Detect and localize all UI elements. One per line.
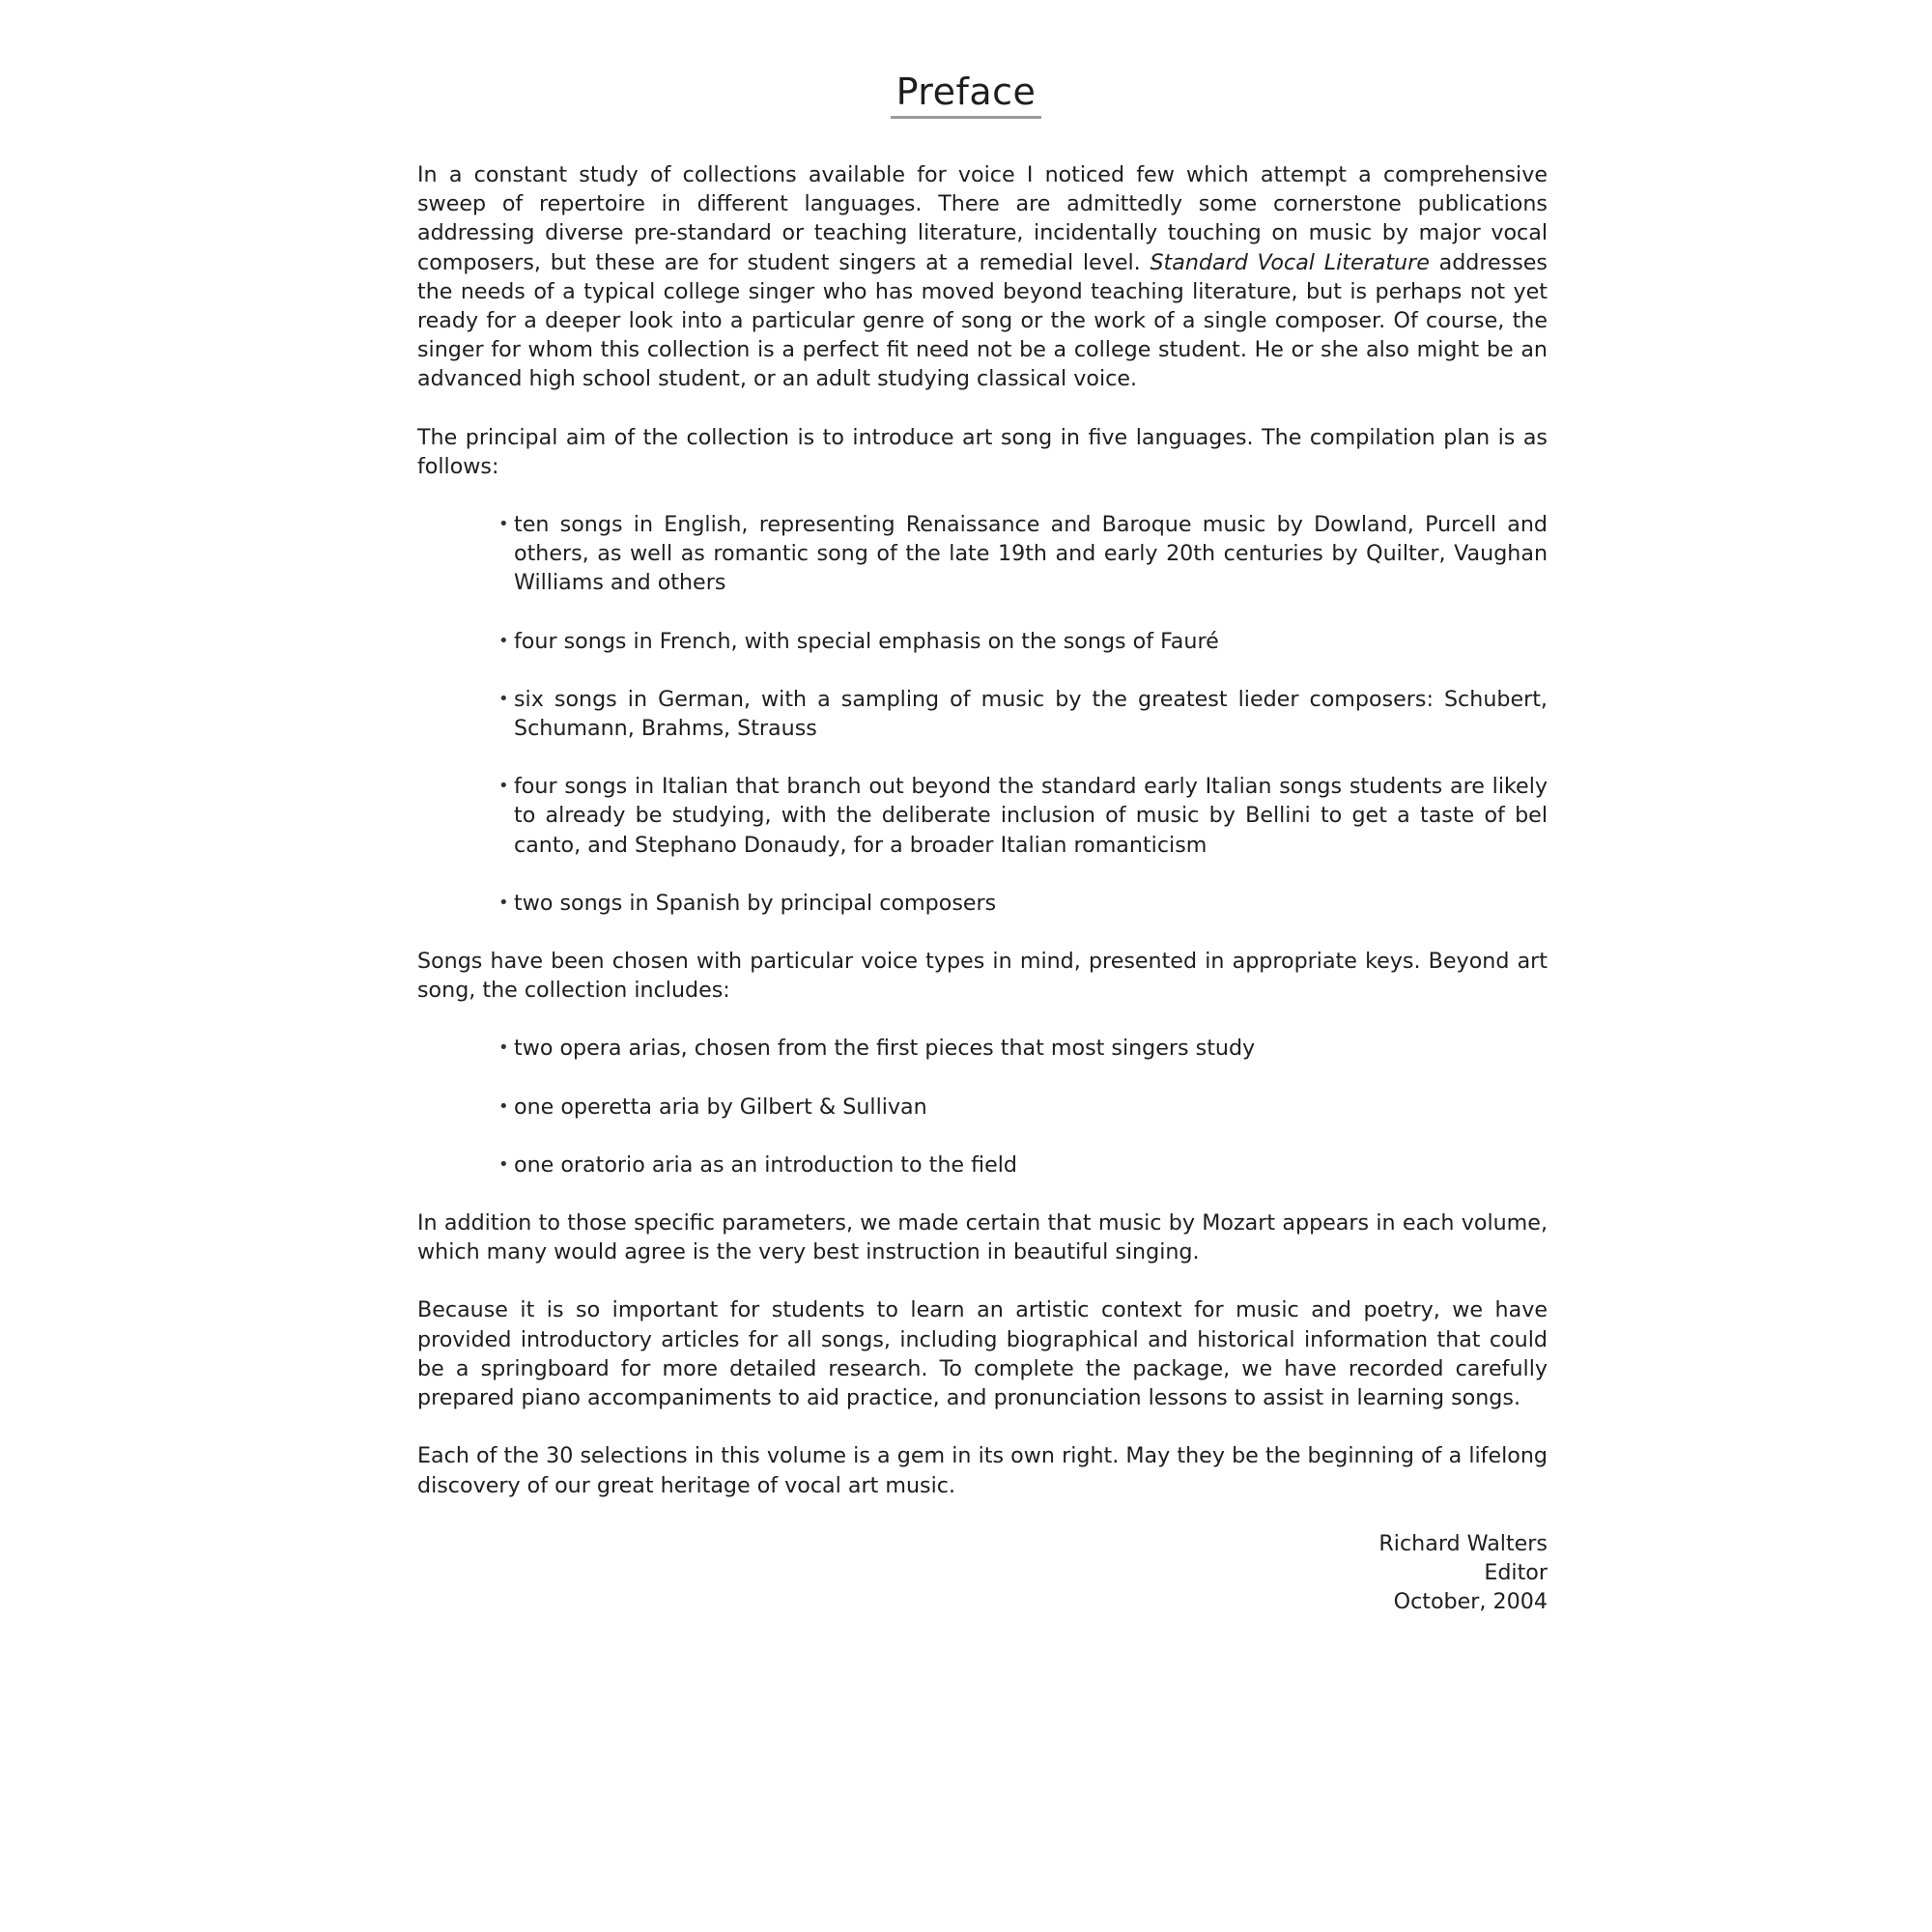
signature-date: October, 2004: [1393, 1589, 1548, 1615]
list-item-text: ten songs in English, representing Renaissance and Baroque music by Dowland, Purcell and others, as well as romantic song of the late 19th and early 20th centuries by Quilter, Vaughan Williams and others: [514, 512, 1548, 596]
list-item: [498, 1151, 1548, 1179]
paragraph-voice-types: Songs have been chosen with particular voice types in mind, presented in appropriate keys. Beyond art song, the collection includes:: [417, 949, 1548, 1004]
bullet-icon: •: [498, 892, 509, 913]
bullet-icon: •: [498, 514, 509, 535]
paragraph-mozart: In addition to those specific parameters, we made certain that music by Mozart appears in each volume, which many would agree is the very best instruction in beautiful singing.: [417, 1210, 1548, 1265]
page-title-wrapper: [0, 73, 1932, 119]
paragraph-principal-aim: The principal aim of the collection is to introduce art song in five languages. The compilation plan is as follows:: [417, 424, 1548, 479]
list-item-text: two songs in Spanish by principal composers: [514, 890, 997, 916]
list-item-text: one operetta aria by Gilbert & Sullivan: [514, 1094, 927, 1120]
bullet-icon: •: [498, 776, 509, 797]
list-item: [498, 772, 1548, 860]
bullet-icon: •: [498, 1153, 509, 1175]
signature-block: [417, 1529, 1548, 1617]
paragraph-intro: [417, 160, 1548, 394]
paragraph-intro-part-2: addresses the needs of a typical college singer who has moved beyond teaching literature, but is perhaps not yet ready for a deeper look into a particular genre of song or the work of a single composer. Of course, the singer for whom this collection is a perfect fit need not be a college student. He or she also might be an advanced high school student, or an adult studying classical voice.: [417, 249, 1548, 392]
bullet-icon: •: [498, 1095, 509, 1117]
page-title: Preface: [891, 73, 1042, 119]
bullet-icon: •: [498, 1037, 509, 1059]
list-item: [498, 1034, 1548, 1063]
list-item: [498, 627, 1548, 656]
list-item-text: four songs in French, with special emphasis on the songs of Fauré: [514, 628, 1219, 654]
list-item-text: four songs in Italian that branch out beyond the standard early Italian songs students are likely to already be studying, with the deliberate inclusion of music by Bellini to get a taste of bel canto, and Stephano Donaudy, for a broader Italian romanticism: [514, 774, 1548, 858]
paragraph-context: Because it is so important for students to learn an artistic context for music and poetry, we have provided introductory articles for all songs, including biographical and historical information that could be a springboard for more detailed research. To complete the package, we have recorded carefully prepared piano accompaniments to aid practice, and pronunciation lessons to assist in learning songs.: [417, 1297, 1548, 1411]
bullet-icon: •: [498, 630, 509, 651]
book-title-italic: Standard Vocal Literature: [1150, 249, 1430, 275]
list-item: [498, 1093, 1548, 1122]
collection-includes-list: [417, 1034, 1548, 1179]
list-item-text: six songs in German, with a sampling of music by the greatest lieder composers: Schubert, Schumann, Brahms, Strauss: [514, 686, 1548, 742]
list-item-text: two opera arias, chosen from the first pieces that most singers study: [514, 1036, 1256, 1062]
list-item-text: one oratorio aria as an introduction to the field: [514, 1151, 1017, 1178]
list-item: [498, 685, 1548, 743]
list-item: [498, 889, 1548, 918]
preface-body: [417, 160, 1548, 1616]
signature-name: Richard Walters: [1378, 1530, 1548, 1556]
compilation-plan-list: [417, 510, 1548, 918]
signature-role: Editor: [1484, 1559, 1548, 1585]
bullet-icon: •: [498, 688, 509, 709]
list-item: [498, 510, 1548, 598]
paragraph-closing: Each of the 30 selections in this volume is a gem in its own right. May they be the beginning of a lifelong discovery of our great heritage of vocal art music.: [417, 1443, 1548, 1498]
paragraph-intro-part-1: In a constant study of collections available for voice I noticed few which attempt a comprehensive sweep of repertoire in different languages. There are admittedly some cornerstone publications addressing diverse pre-standard or teaching literature, incidentally touching on music by major vocal composers, but these are for student singers at a remedial level.: [417, 162, 1548, 275]
